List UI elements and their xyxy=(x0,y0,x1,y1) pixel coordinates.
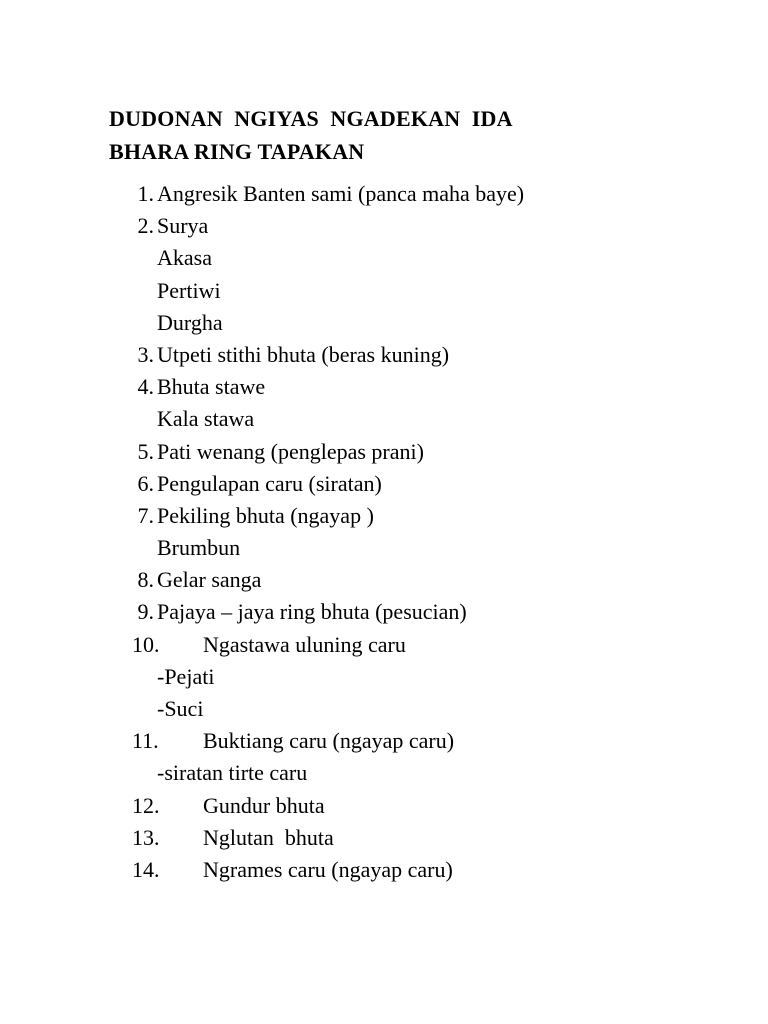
list-item-continuation xyxy=(0,757,768,789)
list-item-continuation xyxy=(0,532,768,564)
list-item-continuation xyxy=(0,307,768,339)
list-item xyxy=(0,596,768,628)
item-number: 3. xyxy=(137,341,154,367)
item-number: 14. xyxy=(132,856,160,882)
item-text: Gelar sanga xyxy=(157,567,262,593)
item-number: 10. xyxy=(132,631,160,657)
item-number: 9. xyxy=(137,599,154,625)
list-item-continuation xyxy=(0,403,768,435)
item-text: Pengulapan caru (siratan) xyxy=(157,470,382,496)
list-item xyxy=(0,790,768,822)
document-title xyxy=(109,102,629,168)
item-text: Akasa xyxy=(157,245,212,271)
item-number: 1. xyxy=(137,181,154,206)
item-number: 13. xyxy=(132,824,160,850)
item-number: 2. xyxy=(137,213,154,239)
item-number: 4. xyxy=(137,374,154,400)
list-item xyxy=(0,468,768,500)
list-item xyxy=(0,629,768,661)
item-number: 5. xyxy=(137,438,154,464)
item-text: -siratan tirte caru xyxy=(157,760,308,786)
item-text: -Pejati xyxy=(157,663,215,689)
list-item-continuation xyxy=(0,693,768,725)
title-line-1: DUDONAN NGIYAS NGADEKAN IDA xyxy=(109,106,513,131)
item-text: Surya xyxy=(157,213,209,239)
ritual-steps-list xyxy=(0,178,768,886)
item-number: 6. xyxy=(137,470,154,496)
list-item xyxy=(0,564,768,596)
item-text: Buktiang caru (ngayap caru) xyxy=(203,728,455,754)
item-text: Pertiwi xyxy=(157,277,221,303)
item-text: Utpeti stithi bhuta (beras kuning) xyxy=(157,341,450,367)
item-text: Pekiling bhuta (ngayap ) xyxy=(157,502,374,528)
list-item-continuation xyxy=(0,275,768,307)
item-text: Angresik Banten sami (panca maha baye) xyxy=(157,181,525,206)
item-text: Ngrames caru (ngayap caru) xyxy=(203,856,453,882)
list-item xyxy=(0,436,768,468)
list-item xyxy=(0,822,768,854)
list-item xyxy=(0,725,768,757)
title-line-2: BHARA RING TAPAKAN xyxy=(109,139,365,164)
list-item xyxy=(0,854,768,886)
list-item xyxy=(0,339,768,371)
list-item-continuation xyxy=(0,661,768,693)
item-text: Ngastawa uluning caru xyxy=(203,631,406,657)
item-text: Nglutan bhuta xyxy=(203,824,334,850)
item-text: Kala stawa xyxy=(157,406,255,432)
item-text: Gundur bhuta xyxy=(203,792,325,818)
list-item xyxy=(0,178,768,210)
item-number: 12. xyxy=(132,792,160,818)
item-text: Durgha xyxy=(157,309,223,335)
item-number: 11. xyxy=(132,728,159,754)
list-item xyxy=(0,500,768,532)
item-text: Pajaya – jaya ring bhuta (pesucian) xyxy=(157,599,467,625)
list-item xyxy=(0,210,768,242)
list-item-continuation xyxy=(0,242,768,274)
item-text: Bhuta stawe xyxy=(157,374,266,400)
item-number: 7. xyxy=(137,502,154,528)
item-text: Pati wenang (penglepas prani) xyxy=(157,438,424,464)
item-number: 8. xyxy=(137,567,154,593)
item-text: Brumbun xyxy=(157,535,241,561)
list-item xyxy=(0,371,768,403)
item-text: -Suci xyxy=(157,696,204,721)
